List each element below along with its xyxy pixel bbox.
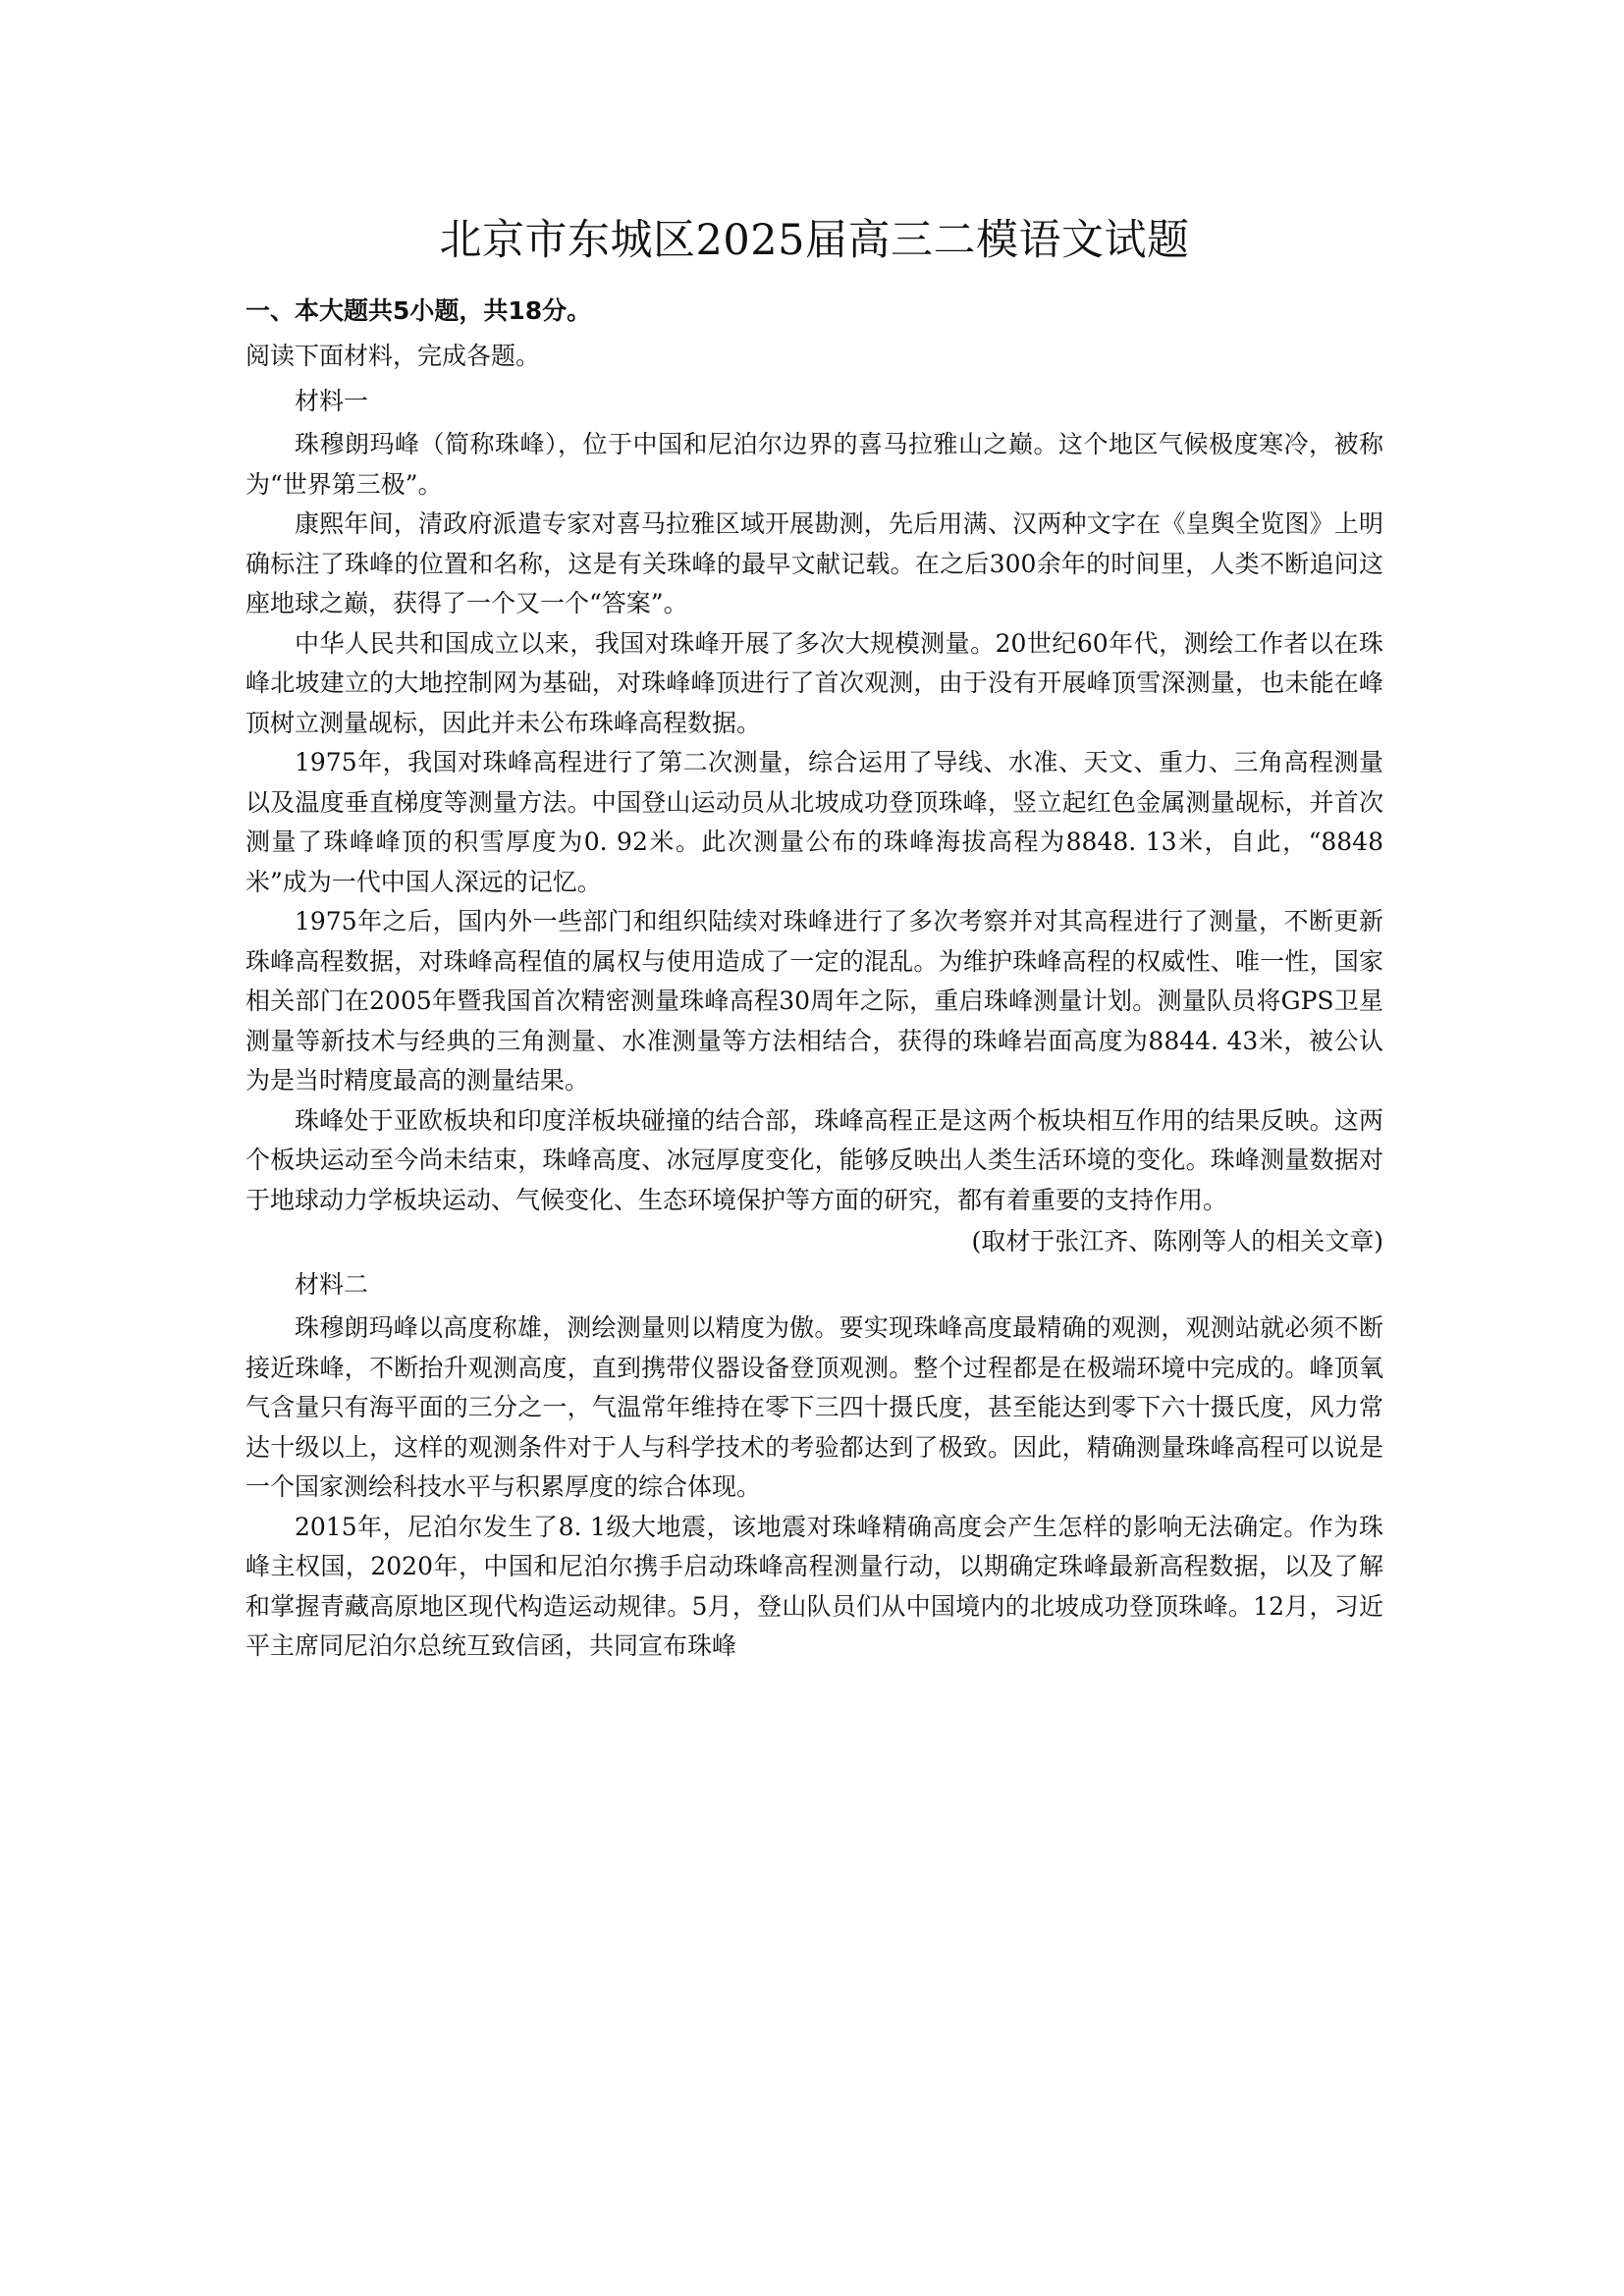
material-two-label: 材料二 xyxy=(295,1270,369,1299)
material-one-source: (取材于张江齐、陈刚等人的相关文章) xyxy=(971,1227,1383,1255)
material-one-label: 材料一 xyxy=(295,387,369,415)
material-two-paragraph: 2015年，尼泊尔发生了8. 1级大地震，该地震对珠峰精确高度会产生怎样的影响无法确定。作为珠峰主权国，2020年，中国和尼泊尔携手启动珠峰高程测量行动，以期确定珠峰最新高程数据，以及了解和掌握青藏高原地区现代构造运动规律。5月，登山队员们从中国境内的北坡成功登顶珠峰。12月，习近平主席同尼泊尔总统互致信函，共同宣布珠峰 xyxy=(245,1512,1383,1660)
material-one-paragraph: 1975年之后，国内外一些部门和组织陆续对珠峰进行了多次考察并对其高程进行了测量，不断更新珠峰高程数据，对珠峰高程值的属权与使用造成了一定的混乱。为维护珠峰高程的权威性、唯一性，国家相关部门在2005年暨我国首次精密测量珠峰高程30周年之际，重启珠峰测量计划。测量队员将GPS卫星测量等新技术与经典的三角测量、水准测量等方法相结合，获得的珠峰岩面高度为8844. 43米，被公认为是当时精度最高的测量结果。 xyxy=(245,907,1383,1095)
material-one-paragraph: 1975年，我国对珠峰高程进行了第二次测量，综合运用了导线、水准、天文、重力、三角高程测量以及温度垂直梯度等测量方法。中国登山运动员从北坡成功登顶珠峰，竖立起红色金属测量觇标，并首次测量了珠峰峰顶的积雪厚度为0. 92米。此次测量公布的珠峰海拔高程为8848. 13米，自此，“8848米”成为一代中国人深远的记忆。 xyxy=(245,748,1383,896)
material-one-paragraph: 康熙年间，清政府派遣专家对喜马拉雅区域开展勘测，先后用满、汉两种文字在《皇舆全览图》上明确标注了珠峰的位置和名称，这是有关珠峰的最早文献记载。在之后300余年的时间里，人类不断追问这座地球之巅，获得了一个又一个“答案”。 xyxy=(245,509,1383,617)
section-heading: 一、本大题共5小题，共18分。 xyxy=(245,296,592,325)
page-title: 北京市东城区2025届高三二模语文试题 xyxy=(439,216,1190,265)
material-one-paragraph: 珠穆朗玛峰（简称珠峰），位于中国和尼泊尔边界的喜马拉雅山之巅。这个地区气候极度寒冷，被称为“世界第三极”。 xyxy=(245,430,1383,499)
material-one-paragraph: 珠峰处于亚欧板块和印度洋板块碰撞的结合部，珠峰高程正是这两个板块相互作用的结果反映。这两个板块运动至今尚未结束，珠峰高度、冰冠厚度变化，能够反映出人类生活环境的变化。珠峰测量数据对于地球动力学板块运动、气候变化、生态环境保护等方面的研究，都有着重要的支持作用。 xyxy=(245,1105,1383,1214)
material-two-paragraph: 珠穆朗玛峰以高度称雄，测绘测量则以精度为傲。要实现珠峰高度最精确的观测，观测站就必须不断接近珠峰，不断抬升观测高度，直到携带仪器设备登顶观测。整个过程都是在极端环境中完成的。峰顶氧气含量只有海平面的三分之一，气温常年维持在零下三四十摄氏度，甚至能达到零下六十摄氏度，风力常达十级以上，这样的观测条件对于人与科学技术的考验都达到了极致。因此，精确测量珠峰高程可以说是一个国家测绘科技水平与积累厚度的综合体现。 xyxy=(245,1313,1383,1501)
material-one-paragraph: 中华人民共和国成立以来，我国对珠峰开展了多次大规模测量。20世纪60年代，测绘工作者以在珠峰北坡建立的大地控制网为基础，对珠峰峰顶进行了首次观测，由于没有开展峰顶雪深测量，也未能在峰顶树立测量觇标，因此并未公布珠峰高程数据。 xyxy=(245,628,1383,737)
instruction-text: 阅读下面材料，完成各题。 xyxy=(245,342,541,370)
